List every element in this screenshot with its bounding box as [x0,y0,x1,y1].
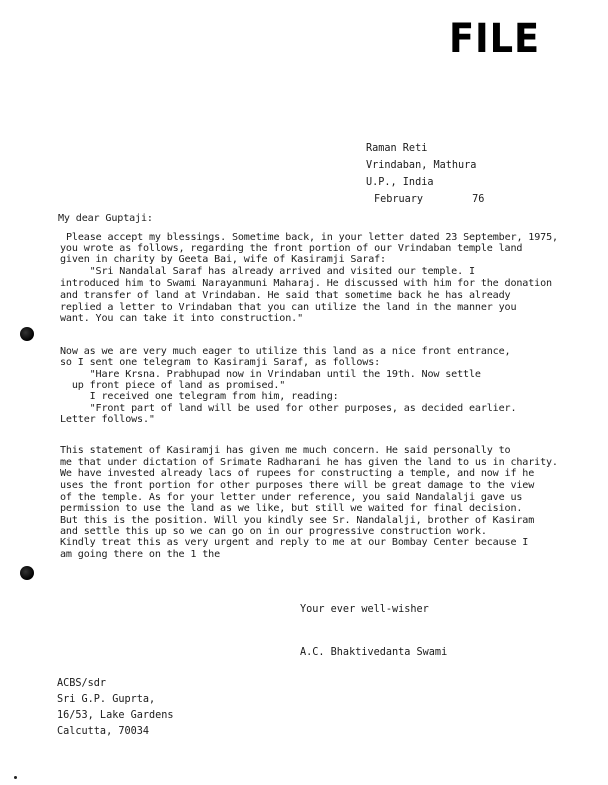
body-line: Please accept my blessings. Sometime back, in your letter dated 23 September, 1975, [66,232,558,243]
body-line: given in charity by Geeta Bai, wife of Kasiramji Saraf: [60,254,386,265]
body-line: uses the front portion for other purposes there will be great damage to the view [60,480,535,491]
body-line: am going there on the 1 the [60,549,221,560]
body-line: I received one telegram from him, reading: [60,391,339,402]
signature-name: A.C. Bhaktivedanta Swami [300,647,448,658]
address-line-1: Raman Reti [366,143,428,154]
body-line: Kindly treat this as very urgent and reply to me at our Bombay Center because I [60,537,529,548]
address-line-3: U.P., India [366,177,434,188]
body-line: "Hare Krsna. Prabhupad now in Vrindaban until the 19th. Now settle [60,369,481,380]
body-line: of the temple. As for your letter under reference, you said Nandalalji gave us [60,492,523,503]
body-line: me that under dictation of Srimate Radharani he has given the land to us in charity. [60,457,558,468]
scan-speck [14,776,17,779]
punch-hole-mark [20,327,34,341]
body-line: and settle this up so we can go on in our progressive construction work. [60,526,487,537]
closing: Your ever well-wisher [300,604,429,615]
body-line: But this is the position. Will you kindly see Sr. Nandalalji, brother of Kasiram [60,515,535,526]
body-line: you wrote as follows, regarding the front portion of our Vrindaban temple land [60,243,523,254]
recipient-city: Calcutta, 70034 [57,726,150,737]
recipient-street: 16/53, Lake Gardens [57,710,174,721]
body-line: replied a letter to Vrindaban that you can utilize the land in the manner you [60,302,517,313]
body-line: "Sri Nandalal Saraf has already arrived and visited our temple. I [60,266,475,277]
body-line: permission to use the land as we like, but still we waited for final decision. [60,503,523,514]
body-line: Letter follows." [60,414,155,425]
salutation: My dear Guptaji: [58,213,153,224]
reference-initials: ACBS/sdr [57,678,107,689]
body-line: so I sent one telegram to Kasiramji Saraf, as follows: [60,357,381,368]
body-line: want. You can take it into construction." [60,313,304,324]
file-stamp: FILE [449,16,541,62]
body-line: Now as we are very much eager to utilize this land as a nice front entrance, [60,346,511,357]
body-line: up front piece of land as promised." [60,380,286,391]
body-line: This statement of Kasiramji has given me much concern. He said personally to [60,445,511,456]
body-line: and transfer of land at Vrindaban. He said that sometime back he has already [60,290,511,301]
body-line: introduced him to Swami Narayanmuni Maharaj. He discussed with him for the donation [60,278,552,289]
recipient-name: Sri G.P. Guprta, [57,694,156,705]
body-line: We have invested already lacs of rupees for constructing a temple, and now if he [60,468,535,479]
body-line: "Front part of land will be used for other purposes, as decided earlier. [60,403,517,414]
punch-hole-mark [20,566,34,580]
letter-date: February 76 [374,194,485,205]
address-line-2: Vrindaban, Mathura [366,160,477,171]
